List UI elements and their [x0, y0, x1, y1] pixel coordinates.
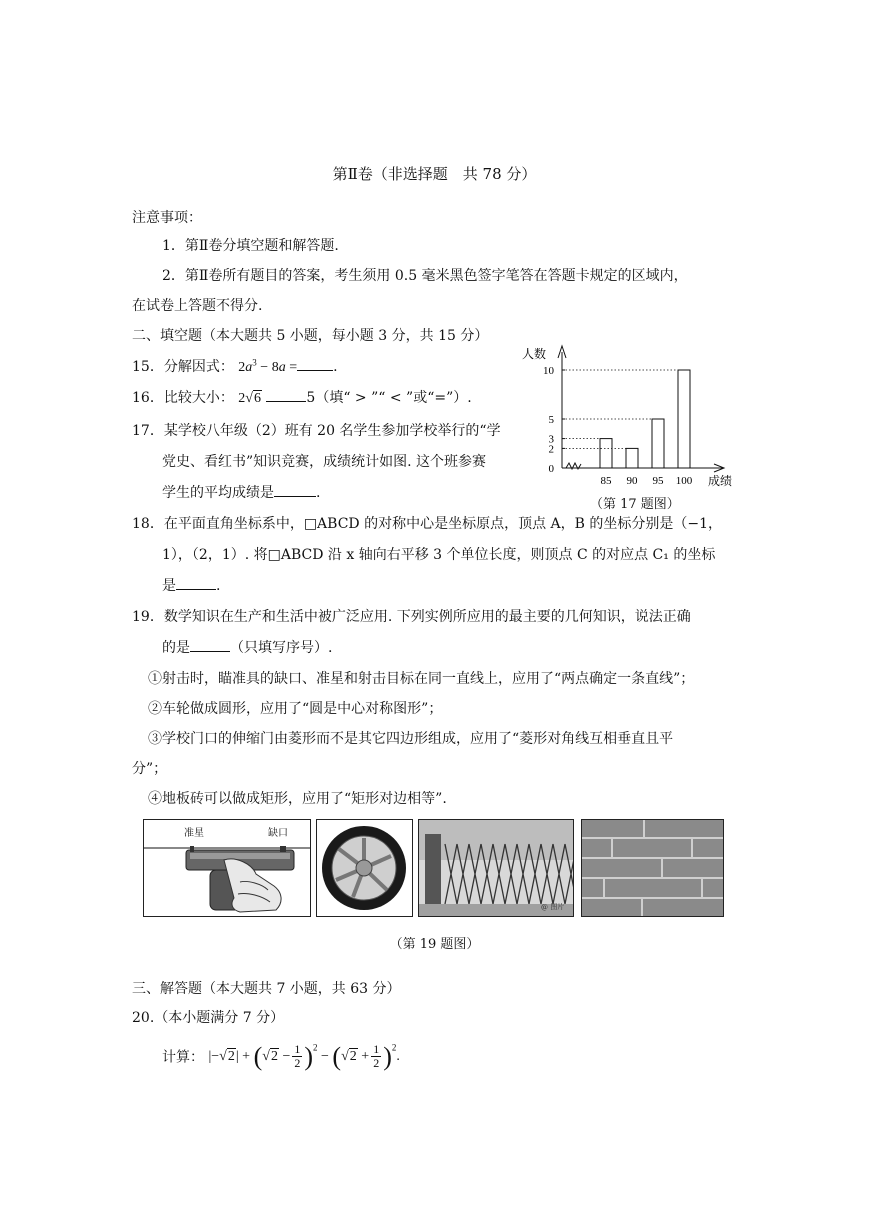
y-tick-label: 2 — [548, 443, 554, 456]
floor-tile-image — [581, 819, 724, 917]
y-tick-label: 3 — [548, 433, 554, 446]
question-18-line-3: 是 . — [162, 575, 220, 595]
x-tick-label: 95 — [652, 475, 664, 487]
q19-option-2: ②车轮做成圆形，应用了“圆是中心对称图形”； — [148, 701, 443, 717]
section-2-heading: 二、填空题（本大题共 5 小题，每小题 3 分，共 15 分） — [132, 328, 489, 344]
q19-option-4: ④地板砖可以做成矩形，应用了“矩形对边相等”. — [148, 791, 447, 807]
q19-option-3: ③学校门口的伸缩门由菱形而不是其它四边形组成，应用了“菱形对角线互相垂直且平 — [148, 731, 674, 747]
question-17-line-2: 党史、看红书”知识竞赛，成绩统计如图. 这个班参赛 — [162, 454, 487, 470]
question-19-line-2: 的是 （只填写序号）. — [162, 637, 332, 657]
q19-option-1: ①射击时，瞄准具的缺口、准星和射击目标在同一直线上，应用了“两点确定一条直线”； — [148, 671, 695, 687]
question-17-line-3: 学生的平均成绩是 . — [162, 482, 320, 502]
question-20: 计算： |−√2| + (√2 − $\frac{1}{2}$ )$^2$ − (√2 + $\frac{1}{2}$ )$^2$. — [162, 1041, 400, 1071]
x-axis-label: 成绩 — [708, 474, 733, 488]
notice-item-1: 1．第Ⅱ卷分填空题和解答题. — [162, 238, 339, 254]
gun-label-notch: 缺口 — [268, 828, 288, 839]
question-18-line-2: 1），（2，1）. 将□ABCD 沿 x 轴向右平移 3 个单位长度，则顶点 C 的对应点 C₁ 的坐标 — [162, 547, 716, 563]
chart-caption: （第 17 题图） — [590, 497, 680, 512]
y-tick-label: 10 — [543, 365, 554, 377]
notice-heading: 注意事项： — [132, 210, 202, 226]
answer-blank — [274, 482, 316, 497]
answer-blank — [266, 387, 306, 402]
y-tick-label: 5 — [548, 414, 554, 426]
page-title: 第Ⅱ卷（非选择题 共 78 分） — [332, 165, 537, 183]
retractable-gate-image — [418, 819, 574, 917]
bar-100 — [678, 370, 690, 468]
q19-figure-caption: （第 19 题图） — [389, 937, 480, 952]
answer-blank — [297, 356, 333, 371]
question-15: 15．分解因式： $2a^3 - 8a$ = . — [132, 357, 338, 375]
wheel-image — [316, 819, 413, 917]
answer-blank — [190, 637, 230, 652]
bar-90 — [626, 448, 638, 468]
question-19-line-1: 19．数学知识在生产和生活中被广泛应用. 下列实例所应用的最主要的几何知识，说法正确 — [132, 609, 691, 625]
section-3-heading: 三、解答题（本大题共 7 小题，共 63 分） — [132, 981, 401, 997]
q16-expression: 2√6 — [238, 391, 261, 406]
x-tick-label: 85 — [600, 475, 612, 487]
gun-sight-image — [143, 819, 311, 917]
question-16: 16．比较大小： 2√6 5（填“ > ”“ < ”或“=”）. — [132, 387, 472, 407]
y-axis-label: 人数 — [522, 347, 547, 361]
bar-85 — [600, 439, 612, 468]
gate-watermark: @ 图片 — [541, 903, 565, 911]
q20-expression: |−√2| + (√2 − $\frac{1}{2}$ )$^2$ − (√2 + $\frac{1}{2}$ )$^2$. — [208, 1041, 400, 1071]
y-tick-label: 0 — [548, 463, 554, 475]
gun-label-front: 准星 — [184, 828, 204, 839]
q19-option-3-cont: 分”； — [132, 761, 168, 777]
x-tick-label: 90 — [626, 475, 638, 487]
question-18-line-1: 18．在平面直角坐标系中，□ABCD 的对称中心是坐标原点，顶点 A，B 的坐标分别是（−1， — [132, 516, 723, 532]
q15-expression: $2a^3 - 8a$ = — [238, 357, 298, 375]
answer-blank — [176, 575, 216, 590]
notice-item-2: 2．第Ⅱ卷所有题目的答案，考生须用 0.5 毫米黑色签字笔答在答题卡规定的区域内， — [162, 268, 688, 284]
x-tick-label: 100 — [675, 475, 693, 487]
question-17-line-1: 17．某学校八年级（2）班有 20 名学生参加学校举行的“学 — [132, 423, 501, 439]
bar-95 — [652, 419, 664, 468]
q17-bar-chart — [510, 340, 750, 515]
question-20-title: 20.（本小题满分 7 分） — [132, 1010, 285, 1026]
notice-item-2-cont: 在试卷上答题不得分. — [132, 298, 263, 314]
